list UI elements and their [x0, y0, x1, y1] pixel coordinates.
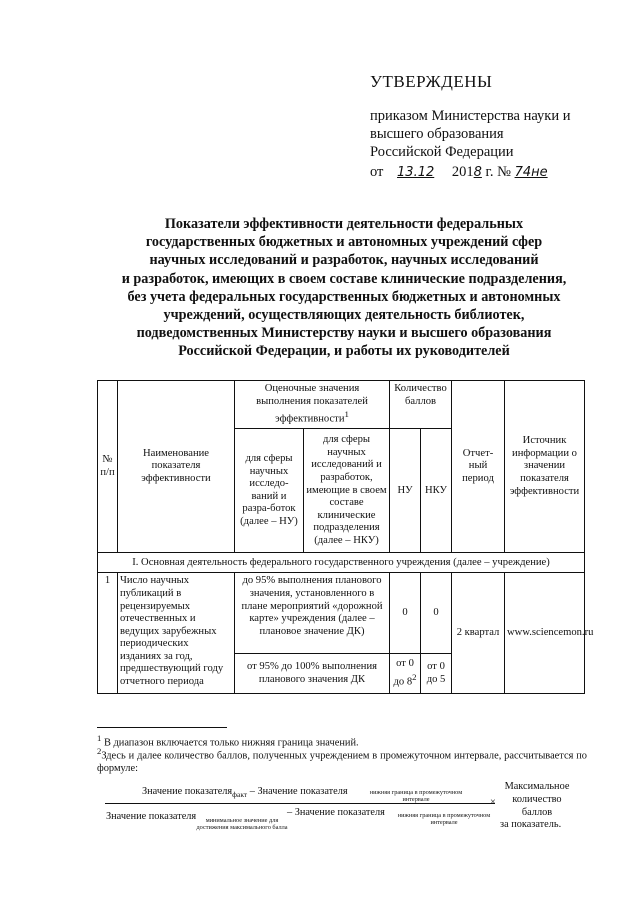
approval-date-line [370, 163, 554, 182]
approval-from-label: от [370, 164, 384, 180]
title-line: научных исследований и разработок, научных исследований [149, 252, 539, 269]
formula-fraction-bar [105, 803, 495, 804]
formula-num-minus: – Значение показателя [247, 786, 348, 797]
footnote-2-text: Здесь и далее количество баллов, полученных учреждением в промежуточном интервале, рассчитывается по формуле: [97, 750, 587, 775]
title-line: и разработок, имеющих в своем составе клинические подразделения, [121, 270, 567, 287]
row-condition-2: от 95% до 100% выполнения планового значения ДК [235, 654, 390, 694]
approval-year-digit: 8 [473, 165, 482, 180]
row-num: 1 [98, 573, 118, 694]
header-period: Отчет-ный период [452, 381, 505, 553]
formula-den-minus: – Значение показателя [287, 807, 385, 818]
title-line: государственных бюджетных и автономных учреждений сфер [145, 234, 543, 251]
header-estimated-text: Оценочные значения выполнения показателей эффективности [256, 383, 368, 425]
footnote-ref-1: 1 [344, 409, 349, 420]
header-pts-nku: НКУ [421, 429, 452, 553]
formula-num-left: Значение показателя [142, 786, 233, 797]
header-pts-nu: НУ [390, 429, 421, 553]
footnote-2-mark: 2 [97, 746, 102, 756]
row-condition-1: до 95% выполнения планового значения, установленного в плане мероприятий «дорожной карте» учреждения (далее – плановое значение ДК) [235, 573, 390, 654]
formula-den-left: Значение показателя [106, 811, 197, 822]
row-points-2-nu-text: от 0 до 8 [393, 658, 414, 688]
approval-title: УТВЕРЖДЕНЫ [370, 72, 493, 91]
footnote-2 [97, 745, 587, 775]
formula-num-right-sub: нижняя граница в промежуточном интервале [369, 789, 463, 803]
formula-max-suffix: за показатель. [500, 819, 562, 830]
approval-line-1: приказом Министерства науки и [370, 108, 571, 124]
row-source: www.sciencemon.ru [505, 573, 585, 694]
approval-line-3: Российской Федерации [370, 144, 514, 160]
approval-date: 13.12 [397, 165, 435, 180]
approval-year-suffix: г. № [485, 164, 511, 180]
section-row: I. Основная деятельность федерального государственного учреждения (далее – учреждение) [98, 553, 585, 573]
formula-times: × [490, 797, 496, 808]
title-line: учреждений, осуществляющих деятельность библиотек, [163, 307, 525, 324]
row-points-2-nku: от 0 до 5 [421, 654, 452, 694]
formula-den-left-sub: минимальное значение для достижения максимального балла [196, 817, 288, 831]
title-line: Российской Федерации, и работы их руководителей [178, 343, 510, 360]
header-source: Источник информации о значении показателя эффективности [505, 381, 585, 553]
row-points-2-nu [390, 654, 421, 694]
header-col-nku: для сферы научных исследований и разработок, имеющие в своем составе клинические подразделения (далее – НКУ) [304, 429, 390, 553]
approval-line-2: высшего образования [370, 126, 504, 142]
formula-den-right-sub: нижняя граница в промежуточном интервале [397, 812, 491, 826]
header-points: Количество баллов [390, 381, 452, 429]
formula-max-label: Максимальное количество баллов [504, 781, 570, 818]
approval-year-prefix: 201 [451, 164, 474, 180]
formula-num-left-sub: факт [232, 790, 248, 800]
row-points-1-nu: 0 [390, 573, 421, 654]
footnote-divider [97, 727, 227, 728]
indicators-table [97, 380, 594, 694]
title-line: подведомственных Министерству науки и высшего образования [136, 325, 552, 342]
approval-order-number: 74не [514, 165, 548, 180]
row-points-1-nku: 0 [421, 573, 452, 654]
footnote-ref-2: 2 [412, 672, 417, 683]
row-name: Число научных публикаций в рецензируемых отечественных и ведущих зарубежных периодических изданиях за год, предшествующий году отчетного периода [118, 573, 235, 694]
row-period: 2 квартал [452, 573, 505, 694]
header-col-nu: для сферы научных исследо-ваний и разра-боток (далее – НУ) [235, 429, 304, 553]
footnote-1-text: В диапазон включается только нижняя граница значений. [103, 737, 359, 749]
title-line: без учета федеральных государственных бюджетных и автономных [127, 288, 561, 305]
title-line: Показатели эффективности деятельности федеральных [164, 216, 524, 232]
document-title [90, 215, 598, 361]
formula-numerator [142, 786, 348, 799]
footnote-1-mark: 1 [97, 733, 102, 743]
header-name: Наименование показателя эффективности [118, 381, 235, 553]
header-estimated [235, 381, 390, 429]
header-num: № п/п [98, 381, 118, 553]
